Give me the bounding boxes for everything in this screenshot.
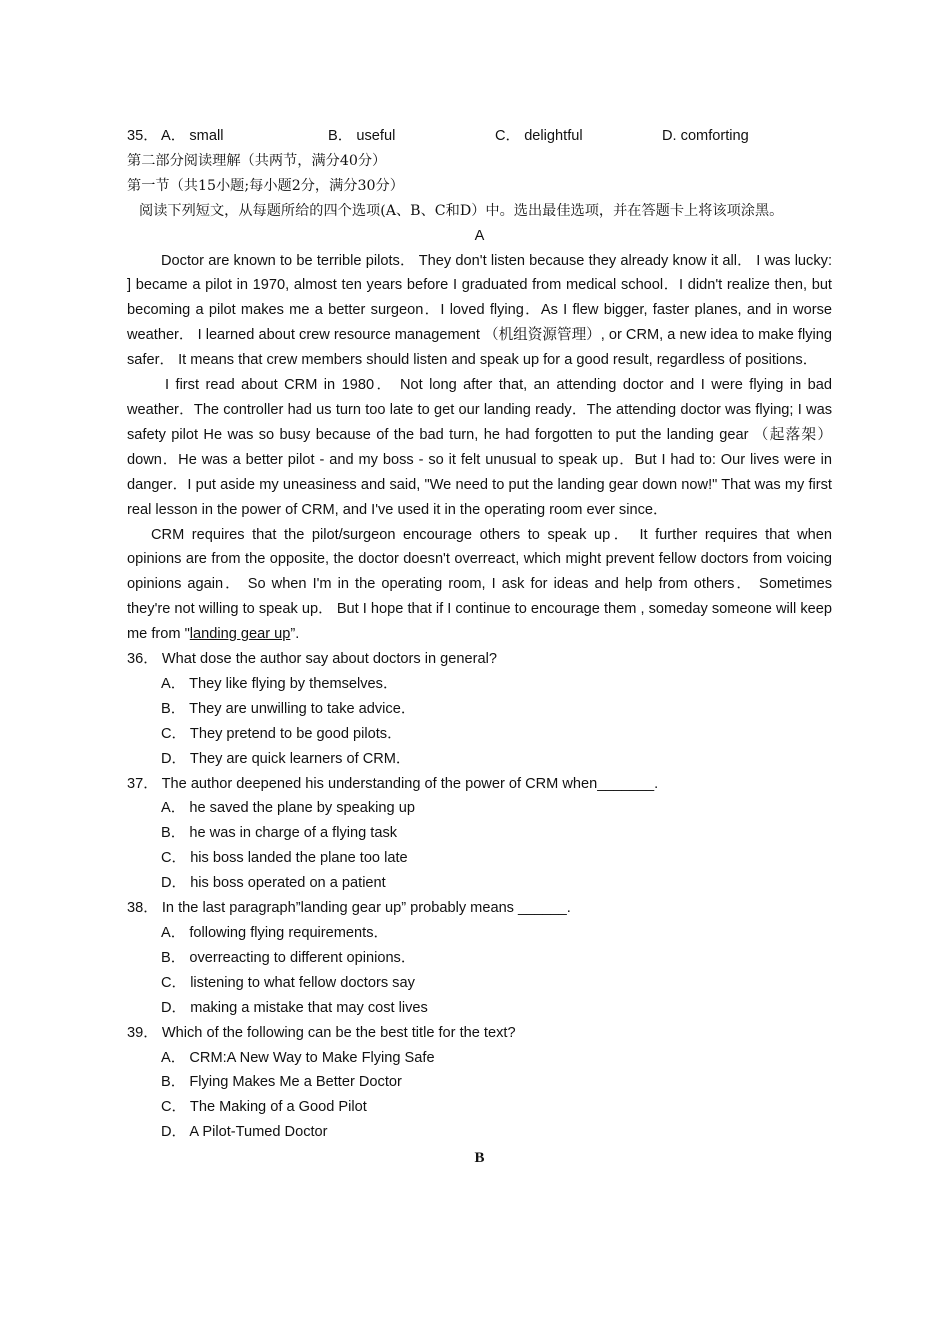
paragraph-3-text: CRM requires that the pilot/surgeon encourage others to speak up． It further requires that when opinions are from the opposite, the doctor doesn't overreact, which might prevent fellow doctors from voicing opinions again． So when I'm in the operating room, I ask for ideas and help from others． Sometimes they're not willing to speak up． But I hope that if I continue to encourage them , someday someone will keep me from " bbox=[127, 526, 832, 643]
passage-b-label: B bbox=[474, 1150, 485, 1167]
option-b: B． overreacting to different opinions． bbox=[161, 949, 416, 966]
option-c: C． They pretend to be good pilots． bbox=[161, 725, 402, 742]
question-36 bbox=[127, 647, 832, 772]
option-d: D． They are quick learners of CRM． bbox=[161, 750, 411, 767]
question-38 bbox=[127, 896, 832, 1021]
question-35-number: 35． bbox=[127, 128, 158, 144]
paragraph-3-end: ”. bbox=[290, 626, 300, 643]
instructions: 阅读下列短文，从每题所给的四个选项(A、B、C和D）中。选出最佳选项，并在答题卡上将该项涂黑。 bbox=[139, 202, 784, 219]
option-d: D． making a mistake that may cost lives bbox=[161, 999, 428, 1016]
option-b: B． he was in charge of a flying task bbox=[161, 825, 398, 842]
question-stem: 38． In the last paragraph”landing gear up” probably means ______. bbox=[127, 900, 571, 917]
question-stem: 36． What dose the author say about doctors in general? bbox=[127, 651, 497, 668]
option-d: D． A Pilot-Tumed Doctor bbox=[161, 1124, 328, 1141]
option-b: B． useful bbox=[328, 128, 396, 144]
part-two-heading: 第二部分阅读理解（共两节，满分40分） bbox=[127, 152, 387, 169]
question-39 bbox=[127, 1021, 832, 1146]
passage-a-paragraph-1: Doctor are known to be terrible pilots． They don't listen because they already know it all． I was lucky: ] became a pilot in 1970, almost ten years before I graduated from medical school．I didn't realize then, but becoming a pilot makes me a better surgeon．I loved flying．As I flew bigger, faster planes, and in worse weather． I learned about crew resource management （机组资源管理）, or CRM, a new idea to make flying safer． It means that crew members should listen and speak up for a good result, regardless of positions． bbox=[127, 252, 832, 369]
passage-a-label: A bbox=[474, 227, 485, 244]
question-stem: 37． The author deepened his understanding of the power of CRM when_______. bbox=[127, 775, 659, 792]
underlined-phrase: landing gear up bbox=[189, 626, 291, 643]
question-37 bbox=[127, 772, 832, 897]
option-d: D. comforting bbox=[662, 128, 749, 144]
option-b: B． Flying Makes Me a Better Doctor bbox=[161, 1074, 402, 1091]
exam-page bbox=[127, 124, 832, 1171]
option-a: A． he saved the plane by speaking up bbox=[161, 800, 415, 817]
option-c: C． The Making of a Good Pilot bbox=[161, 1099, 367, 1116]
section-one-heading: 第一节（共15小题;每小题2分，满分30分） bbox=[127, 177, 404, 194]
option-d: D． his boss operated on a patient bbox=[161, 875, 386, 892]
option-a: A． small bbox=[161, 128, 224, 144]
option-c: C． listening to what fellow doctors say bbox=[161, 974, 415, 991]
option-a: A． following flying requirements． bbox=[161, 925, 389, 941]
question-35-options bbox=[127, 124, 832, 149]
option-c: C． delightful bbox=[495, 128, 583, 144]
passage-a-paragraph-2: I first read about CRM in 1980． Not long after that, an attending doctor and I were flying in bad weather．The controller had us turn too late to get our landing ready．The attending doctor was flying; I was safety pilot He was so busy because of the bad turn, he had forgotten to put the landing gear （起落架）down．He was a better pilot - and my boss - so it felt unusual to speak up．But I had to: Our lives were in danger．I put aside my uneasiness and said, "We need to put the landing gear down now!" That was my first real lesson in the power of CRM, and I've used it in the operating room ever since． bbox=[127, 377, 832, 518]
option-b: B． They are unwilling to take advice． bbox=[161, 700, 416, 717]
question-stem: 39． Which of the following can be the best title for the text? bbox=[127, 1024, 516, 1041]
option-a: A． CRM:A New Way to Make Flying Safe bbox=[161, 1049, 435, 1066]
passage-a-paragraph-3 bbox=[127, 523, 832, 648]
option-a: A． They like flying by themselves． bbox=[161, 675, 398, 692]
option-c: C． his boss landed the plane too late bbox=[161, 850, 408, 867]
